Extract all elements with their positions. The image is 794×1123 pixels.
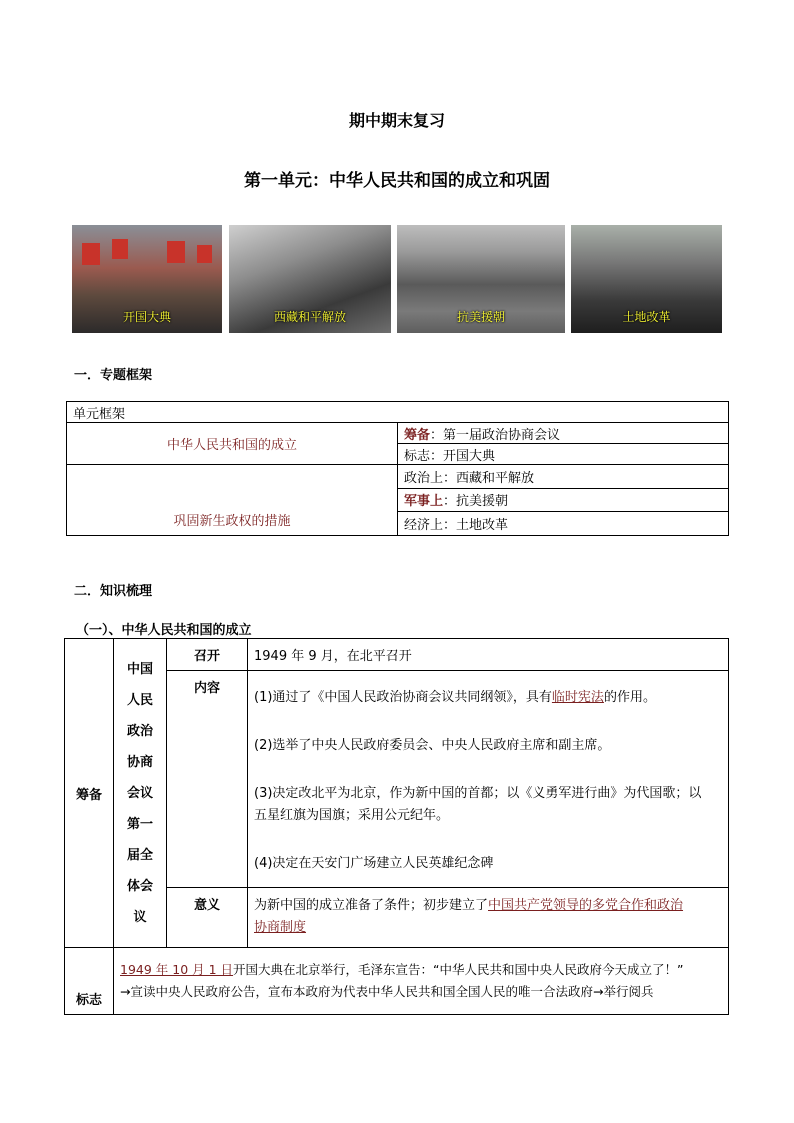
cell-mark-text: 1949 年 10 月 1 日开国大典在北京举行，毛泽东宣告：“中华人民共和国中央人民政府今天成立了！” →宣读中央人民政府公告，宣布本政府为代表中华人民共和国全国人民的唯一合法政府→举行阅兵 [114, 948, 729, 1015]
framework-header: 单元框架 [67, 402, 729, 423]
label-prep: 筹备 [404, 427, 431, 443]
doc-subtitle: 第一单元：中华人民共和国的成立和巩固 [244, 171, 550, 191]
framework-mark: 标志：开国大典 [398, 444, 729, 465]
photo-land-reform [571, 225, 722, 333]
photo-strip [72, 225, 722, 333]
content-item-4: (4)决定在天安门广场建立人民英雄纪念碑 [254, 855, 494, 871]
framework-table [66, 401, 729, 536]
photo-founding-ceremony [72, 225, 222, 333]
flag-shape [197, 245, 212, 263]
cell-mark-label: 标志 [65, 948, 114, 1015]
content-item-3b: 五星红旗为国旗；采用公元纪年。 [254, 807, 450, 823]
framework-economy: 经济上：土地改革 [398, 512, 729, 536]
cell-prep: 筹备 [65, 639, 114, 948]
framework-consolidation: 巩固新生政权的措施 [67, 465, 398, 536]
cell-sig-label: 意义 [167, 887, 248, 947]
framework-prep: 筹备：第一届政治协商会议 [398, 423, 729, 444]
content-item-1: (1)通过了《中国人民政治协商会议共同纲领》，具有临时宪法的作用。 [254, 689, 656, 705]
photo-caption: 西藏和平解放 [273, 310, 346, 324]
cell-content [248, 670, 729, 887]
framework-establishment: 中华人民共和国的成立 [67, 423, 398, 465]
cell-open-label: 召开 [167, 639, 248, 671]
flag-shape [112, 239, 128, 259]
section-heading-knowledge: 二．知识梳理 [74, 584, 153, 599]
flag-shape [167, 241, 185, 263]
cell-meeting: 中国 人民 政治 协商 会议 第一 届全 体会 议 [114, 639, 167, 948]
photo-caption: 抗美援朝 [456, 310, 505, 324]
photo-caption: 开国大典 [122, 310, 171, 324]
flag-shape [82, 243, 100, 265]
cell-significance: 为新中国的成立准备了条件；初步建立了中国共产党领导的多党合作和政治 协商制度 [248, 887, 729, 947]
subsection-heading: （一）、中华人民共和国的成立 [76, 623, 252, 638]
photo-korean-war [397, 225, 565, 333]
content-item-3a: (3)决定改北平为北京，作为新中国的首都；以《义勇军进行曲》为代国歌；以 [254, 785, 702, 801]
content-item-2: (2)选举了中央人民政府委员会、中央人民政府主席和副主席。 [254, 737, 611, 753]
label-military: 军事上 [404, 494, 444, 510]
section-heading-framework: 一．专题框架 [74, 368, 153, 383]
framework-military: 军事上：抗美援朝 [398, 488, 729, 512]
cell-open-text: 1949 年 9 月，在北平召开 [248, 639, 729, 671]
photo-caption: 土地改革 [622, 310, 671, 324]
cell-content-label: 内容 [167, 670, 248, 887]
knowledge-table [64, 638, 729, 1015]
framework-politics: 政治上：西藏和平解放 [398, 465, 729, 489]
doc-title: 期中期末复习 [348, 111, 445, 130]
photo-tibet-liberation [229, 225, 391, 333]
